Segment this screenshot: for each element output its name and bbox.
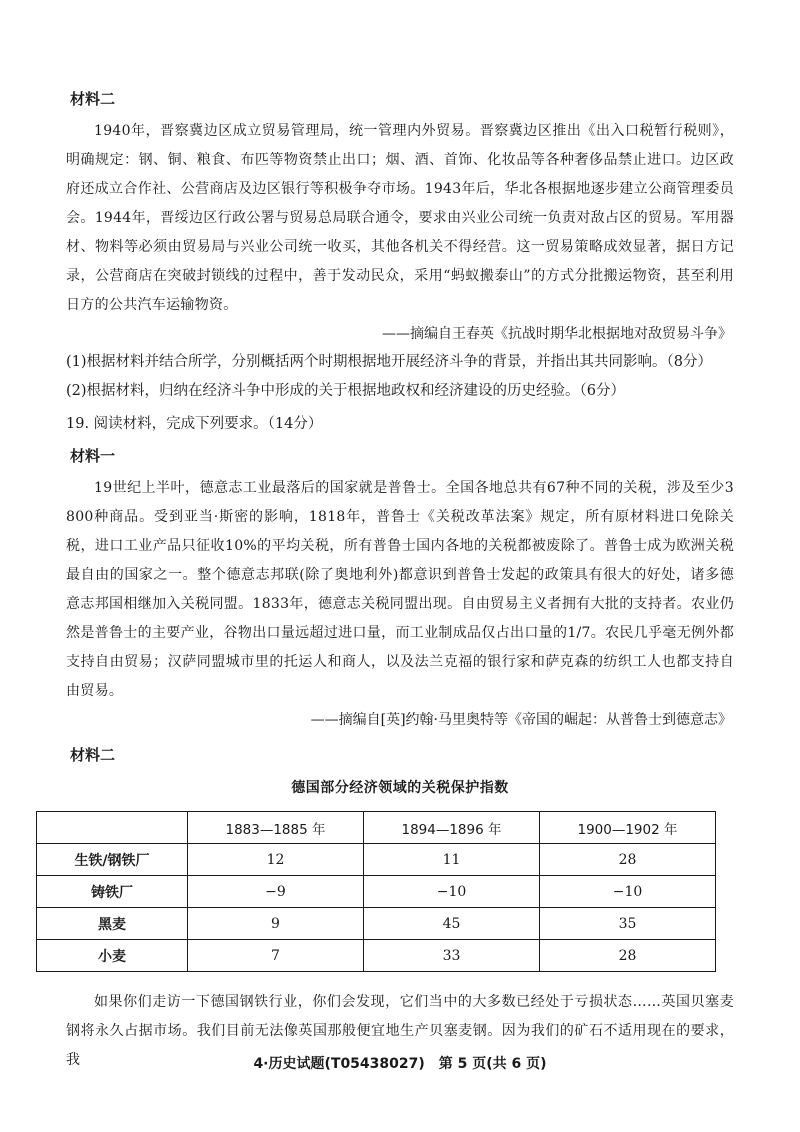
source-citation: ——摘编自[英]约翰·马里奥特等《帝国的崛起：从普鲁士到德意志》 bbox=[310, 712, 732, 728]
table-row bbox=[37, 876, 716, 908]
material-heading: 材料一 bbox=[70, 447, 116, 465]
material-paragraph: 1940年，晋察冀边区成立贸易管理局，统一管理内外贸易。晋察冀边区推出《出入口税暂行税则》，明确规定：钢、铜、粮食、布匹等物资禁止出口；烟、酒、首饰、化妆品等各种奢侈品禁止进口。边区政府还成立合作社、公营商店及边区银行等积极争夺市场。1943年后，华北各根据地逐步建立公商管理委员会。1944年，晋绥边区行政公署与贸易总局联合通令，要求由兴业公司统一负责对敌占区的贸易。军用器材、物料等必须由贸易局与兴业公司统一收买，其他各机关不得经营。这一贸易策略成效显著，据日方记录，公营商店在突破封锁线的过程中，善于发动民众，采用“蚂蚁搬泰山”的方式分批搬运物资，甚至利用日方的公共汽车运输物资。 bbox=[66, 123, 734, 313]
table-header-cell: 1894—1896 年 bbox=[364, 812, 540, 844]
material-paragraph: 19世纪上半叶，德意志工业最落后的国家就是普鲁士。全国各地总共有67种不同的关税，涉及至少3 800种商品。受到亚当·斯密的影响，1818年，普鲁士《关税改革法案》规定，所有原材料进口免除关税，进口工业产品只征收10%的平均关税，所有普鲁士国内各地的关税都被废除了。普鲁士成为欧洲关税最自由的国家之一。整个德意志邦联(除了奥地利外)都意识到普鲁士发起的政策具有很大的好处，诸多德意志邦国相继加入关税同盟。1833年，德意志关税同盟出现。自由贸易主义者拥有大批的支持者。农业仍然是普鲁士的主要产业，谷物出口量远超过进口量，而工业制成品仅占出口量的1/7。农民几乎毫无例外都支持自由贸易；汉萨同盟城市里的托运人和商人，以及法兰克福的银行家和萨克森的纺织工人也都支持自由贸易。 bbox=[66, 480, 734, 699]
question-item: (2)根据材料，归纳在经济斗争中形成的关于根据地政权和经济建设的历史经验。（6分） bbox=[66, 383, 626, 399]
table-header-cell bbox=[37, 812, 188, 844]
table-header-cell: 1900—1902 年 bbox=[540, 812, 716, 844]
table-cell: 7 bbox=[188, 940, 364, 972]
source-citation: ——摘编自王春英《抗战时期华北根据地对敌贸易斗争》 bbox=[382, 326, 732, 342]
table-row bbox=[37, 940, 716, 972]
table-title: 德国部分经济领域的关税保护指数 bbox=[291, 780, 509, 796]
table-header-row bbox=[37, 812, 716, 844]
table-cell: 28 bbox=[540, 940, 716, 972]
material-heading: 材料二 bbox=[70, 90, 116, 108]
table-row bbox=[37, 844, 716, 876]
table-cell: 12 bbox=[188, 844, 364, 876]
material-1-section bbox=[66, 445, 734, 734]
tariff-protection-table bbox=[36, 811, 716, 972]
question-19-title: 19. 阅读材料，完成下列要求。（14分） bbox=[66, 416, 323, 432]
table-cell: 33 bbox=[364, 940, 540, 972]
page-footer: 4·历史试题(T05438027) 第 5 页(共 6 页) bbox=[253, 1056, 547, 1072]
material-heading: 材料二 bbox=[70, 746, 116, 764]
table-cell: 35 bbox=[540, 908, 716, 940]
table-cell: −9 bbox=[188, 876, 364, 908]
question-item: (1)根据材料并结合所学，分别概括两个时期根据地开展经济斗争的背景，并指出其共同影响。（8分） bbox=[66, 354, 713, 370]
material-paragraph: 如果你们走访一下德国钢铁行业，你们会发现，它们当中的大多数已经处于亏损状态……英国贝塞麦钢将永久占据市场。我们目前无法像英国那般便宜地生产贝塞麦钢。因为我们的矿石不适用现在的要求，我 bbox=[66, 994, 734, 1068]
table-row-label: 铸铁厂 bbox=[37, 876, 188, 908]
table-cell: −10 bbox=[364, 876, 540, 908]
table-cell: 28 bbox=[540, 844, 716, 876]
material-2-section bbox=[66, 88, 734, 348]
table-row-label: 生铁/钢铁厂 bbox=[37, 844, 188, 876]
question-18-parts bbox=[66, 348, 734, 406]
table-header-cell: 1883—1885 年 bbox=[188, 812, 364, 844]
material-2b-section bbox=[66, 744, 734, 1075]
table-row-label: 小麦 bbox=[37, 940, 188, 972]
table-row-label: 黑麦 bbox=[37, 908, 188, 940]
table-row bbox=[37, 908, 716, 940]
table-cell: 9 bbox=[188, 908, 364, 940]
table-cell: −10 bbox=[540, 876, 716, 908]
table-cell: 11 bbox=[364, 844, 540, 876]
table-cell: 45 bbox=[364, 908, 540, 940]
